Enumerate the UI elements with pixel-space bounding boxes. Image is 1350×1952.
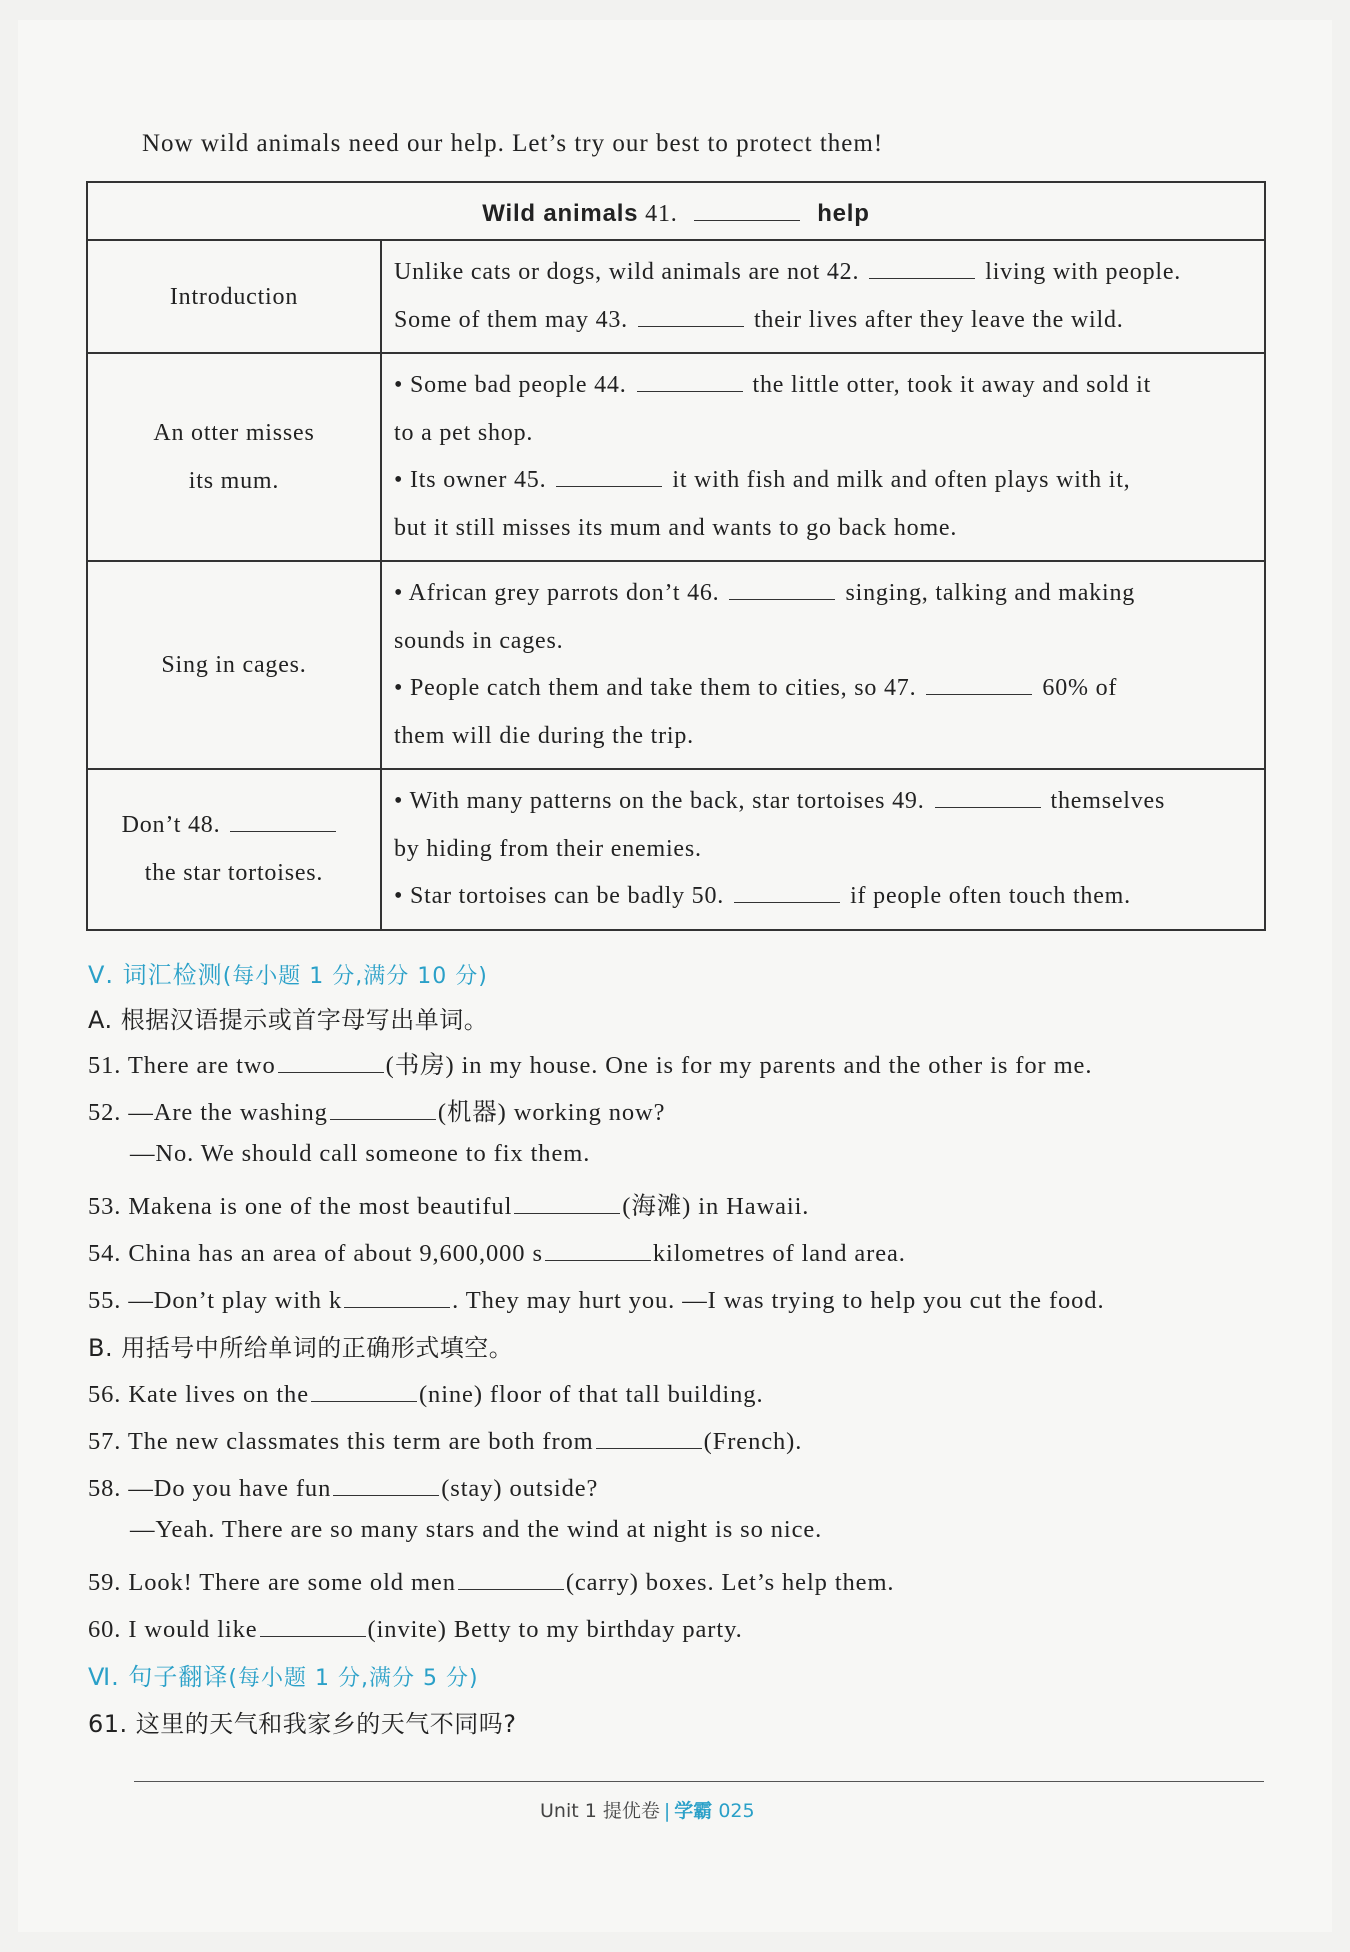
blank-60[interactable]: [260, 1610, 366, 1637]
table-title-num: 41.: [645, 201, 678, 227]
question-58-reply: —Yeah. There are so many stars and the wind at night is so nice.: [130, 1516, 823, 1543]
text: (carry) boxes. Let’s help them.: [565, 1569, 895, 1596]
text: their lives after they leave the wild.: [753, 306, 1124, 333]
row-label-line: Introduction: [169, 283, 299, 310]
question-53: [88, 1187, 809, 1222]
footer-brand: 学霸: [674, 1800, 713, 1822]
question-58: [88, 1469, 598, 1503]
row-label: [87, 561, 381, 769]
table-title-a: Wild animals: [482, 200, 639, 227]
text: (stay) outside?: [441, 1475, 599, 1502]
question-51: [88, 1046, 1092, 1081]
text: but it still misses its mum and wants to go back home.: [394, 514, 958, 541]
blank-43[interactable]: [638, 300, 744, 327]
row-label-line: Sing in cages.: [161, 652, 307, 678]
text: 58. —Do you have fun: [88, 1475, 332, 1502]
blank-48[interactable]: [230, 805, 336, 832]
footer-divider: [134, 1781, 1264, 1782]
row-content: [381, 353, 1265, 561]
row-content: [381, 561, 1265, 769]
intro-sentence: Now wild animals need our help. Let’s try our best to protect them!: [142, 130, 884, 157]
question-59: [88, 1563, 894, 1597]
text: 59. Look! There are some old men: [88, 1569, 456, 1596]
blank-56[interactable]: [311, 1375, 417, 1402]
notes-table: [86, 181, 1266, 931]
part-a-instruction: A. 根据汉语提示或首字母写出单词。: [88, 1006, 489, 1034]
blank-55[interactable]: [344, 1281, 450, 1308]
page-number: 025: [718, 1800, 755, 1822]
text: (invite) Betty to my birthday party.: [367, 1616, 743, 1643]
text: Unlike cats or dogs, wild animals are not 42.: [394, 259, 860, 285]
text: • African grey parrots don’t 46.: [394, 580, 720, 606]
row-label-line: An otter misses: [153, 420, 315, 446]
text: kilometres of land area.: [652, 1240, 906, 1267]
text: 54. China has an area of about 9,600,000 s: [88, 1240, 543, 1267]
page-footer: [540, 1796, 755, 1823]
text: (nine) floor of that tall building.: [418, 1381, 764, 1408]
text: • Star tortoises can be badly 50.: [394, 883, 725, 909]
text: (机器) working now?: [437, 1099, 666, 1126]
row-label-line: its mum.: [188, 468, 280, 494]
blank-42[interactable]: [869, 252, 975, 279]
text: 56. Kate lives on the: [88, 1381, 309, 1408]
text: themselves: [1050, 788, 1166, 814]
text: 60% of: [1042, 675, 1118, 701]
table-row: [87, 240, 1265, 353]
text: (海滩) in Hawaii.: [622, 1193, 810, 1220]
blank-58[interactable]: [333, 1469, 439, 1496]
table-row: [87, 561, 1265, 769]
row-label-line: the star tortoises.: [144, 860, 324, 887]
text: it with fish and milk and often plays with it,: [672, 467, 1131, 493]
text: 51. There are two: [88, 1052, 276, 1079]
section-points: (每小题 1 分,满分 10 分): [222, 964, 488, 989]
table-title: [87, 182, 1265, 240]
text: 60. I would like: [88, 1616, 258, 1643]
text: the little otter, took it away and sold it: [752, 372, 1152, 398]
text: (书房) in my house. One is for my parents and the other is for me.: [385, 1052, 1093, 1079]
text: • With many patterns on the back, star tortoises 49.: [394, 788, 925, 814]
table-row: [87, 769, 1265, 930]
text: living with people.: [985, 259, 1182, 285]
text: 52. —Are the washing: [88, 1099, 328, 1126]
text: 57. The new classmates this term are both from: [88, 1428, 594, 1455]
text: • Its owner 45.: [394, 467, 547, 493]
question-55: [88, 1281, 1104, 1315]
section-title: Ⅵ. 句子翻译: [88, 1663, 229, 1691]
question-52: [88, 1093, 665, 1128]
blank-54[interactable]: [545, 1234, 651, 1261]
text: sounds in cages.: [394, 627, 564, 654]
blank-57[interactable]: [596, 1422, 702, 1449]
part-b-instruction: B. 用括号中所给单词的正确形式填空。: [88, 1334, 514, 1362]
footer-separator: |: [663, 1800, 671, 1822]
row-content: [381, 240, 1265, 353]
section-vi-heading: [88, 1657, 479, 1692]
row-label: [87, 769, 381, 930]
question-57: [88, 1422, 802, 1456]
text: (French).: [703, 1428, 803, 1455]
blank-59[interactable]: [458, 1563, 564, 1590]
footer-unit: Unit 1 提优卷: [540, 1800, 660, 1822]
blank-46[interactable]: [729, 573, 835, 600]
blank-51[interactable]: [278, 1046, 384, 1073]
blank-44[interactable]: [637, 365, 743, 392]
question-54: [88, 1234, 906, 1268]
text: . They may hurt you. —I was trying to help you cut the food.: [452, 1287, 1105, 1314]
row-content: [381, 769, 1265, 930]
blank-47[interactable]: [926, 668, 1032, 695]
text: to a pet shop.: [394, 419, 534, 446]
question-56: [88, 1375, 763, 1409]
section-title: Ⅴ. 词汇检测: [88, 961, 223, 989]
row-label: [87, 353, 381, 561]
text: • People catch them and take them to cities, so 47.: [394, 675, 917, 701]
text: by hiding from their enemies.: [394, 835, 702, 862]
blank-50[interactable]: [734, 876, 840, 903]
text: 53. Makena is one of the most beautiful: [88, 1193, 513, 1220]
section-points: (每小题 1 分,满分 5 分): [228, 1666, 479, 1691]
row-label: [87, 240, 381, 353]
table-title-b: help: [817, 200, 870, 227]
table-row: [87, 353, 1265, 561]
blank-52[interactable]: [330, 1093, 436, 1120]
blank-45[interactable]: [556, 460, 662, 487]
question-52-reply: —No. We should call someone to fix them.: [130, 1140, 591, 1167]
text: • Some bad people 44.: [394, 372, 627, 398]
section-v-heading: [88, 955, 488, 990]
text: singing, talking and making: [845, 580, 1136, 606]
text: them will die during the trip.: [394, 722, 694, 749]
text: if people often touch them.: [850, 883, 1131, 909]
blank-41[interactable]: [694, 194, 800, 221]
question-60: [88, 1610, 743, 1644]
text: 55. —Don’t play with k: [88, 1287, 343, 1314]
question-61: 61. 这里的天气和我家乡的天气不同吗?: [88, 1710, 517, 1738]
text: Some of them may 43.: [394, 306, 628, 333]
blank-53[interactable]: [514, 1187, 620, 1214]
blank-49[interactable]: [935, 781, 1041, 808]
row-label-line: Don’t 48.: [121, 812, 221, 839]
